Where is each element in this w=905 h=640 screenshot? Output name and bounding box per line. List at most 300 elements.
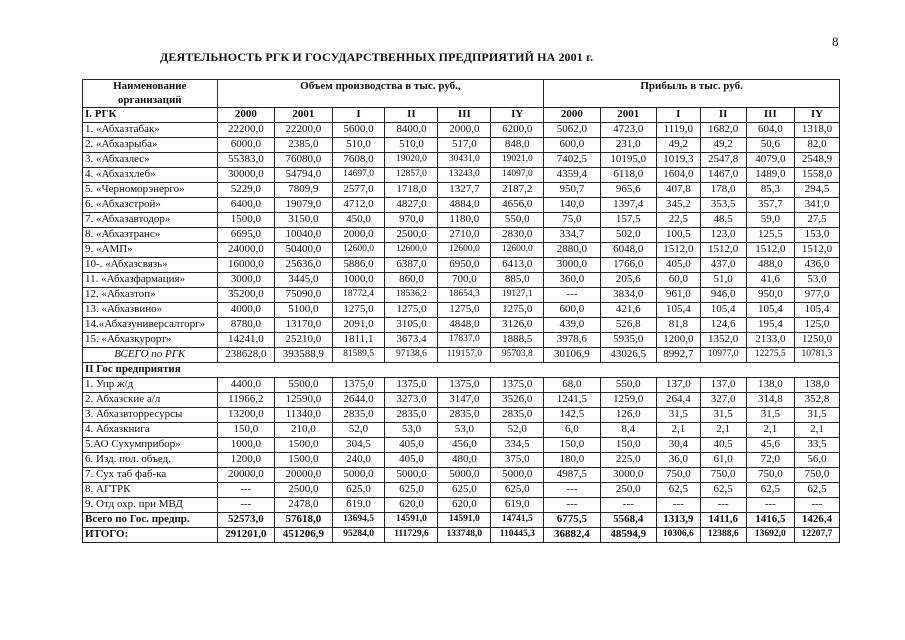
- table-cell: 8400,0: [385, 123, 438, 138]
- table-cell: 14591,0: [385, 513, 438, 528]
- activity-table: [82, 79, 840, 543]
- table-cell: 517,0: [438, 138, 491, 153]
- table-cell: 36882,4: [544, 528, 600, 543]
- row-name: 7. Сух таб фаб-ка: [83, 468, 218, 483]
- table-cell: 1500,0: [275, 453, 333, 468]
- table-cell: ---: [217, 498, 275, 513]
- table-cell: 6048,0: [600, 243, 656, 258]
- table-cell: 14241,0: [217, 333, 275, 348]
- table-cell: 327,0: [700, 393, 746, 408]
- table-cell: 345,2: [656, 198, 700, 213]
- table-cell: 1426,4: [794, 513, 839, 528]
- table-cell: 4079,0: [746, 153, 794, 168]
- table-cell: 3834,0: [600, 288, 656, 303]
- table-cell: 6950,0: [438, 258, 491, 273]
- table-cell: 5229,0: [217, 183, 275, 198]
- table-cell: 1327,7: [438, 183, 491, 198]
- table-cell: 405,0: [385, 453, 438, 468]
- table-cell: 142,5: [544, 408, 600, 423]
- table-cell: 437,0: [700, 258, 746, 273]
- table-cell: 48594,9: [600, 528, 656, 543]
- column-header: I: [332, 108, 385, 123]
- row-name: 4. «Абхазхлеб»: [83, 168, 218, 183]
- table-cell: 510,0: [332, 138, 385, 153]
- table-cell: 4848,0: [438, 318, 491, 333]
- table-cell: 180,0: [544, 453, 600, 468]
- table-cell: 13170,0: [275, 318, 333, 333]
- table-cell: 977,0: [794, 288, 839, 303]
- table-cell: 85,3: [746, 183, 794, 198]
- table-cell: 5500,0: [275, 378, 333, 393]
- table-cell: 264,4: [656, 393, 700, 408]
- table-cell: 18536,2: [385, 288, 438, 303]
- table-cell: 750,0: [794, 468, 839, 483]
- table-cell: 137,0: [656, 378, 700, 393]
- column-header: II: [385, 108, 438, 123]
- table-cell: 8,4: [600, 423, 656, 438]
- table-cell: 138,0: [746, 378, 794, 393]
- table-cell: 750,0: [746, 468, 794, 483]
- column-header: III: [746, 108, 794, 123]
- table-row: [83, 468, 840, 483]
- table-row: [83, 393, 840, 408]
- table-cell: 25636,0: [275, 258, 333, 273]
- row-name: 15. «Абхазкурорт»: [83, 333, 218, 348]
- table-cell: 238628,0: [217, 348, 275, 363]
- row-name: 6. Изд. пол. объед.: [83, 453, 218, 468]
- row-name: 4. Абхазкнига: [83, 423, 218, 438]
- table-cell: 6775,5: [544, 513, 600, 528]
- table-cell: 12600,0: [438, 243, 491, 258]
- table-cell: 60,0: [656, 273, 700, 288]
- table-row: [83, 153, 840, 168]
- table-cell: 1512,0: [700, 243, 746, 258]
- table-cell: 6413,0: [491, 258, 544, 273]
- table-cell: 1512,0: [746, 243, 794, 258]
- table-cell: 125,0: [794, 318, 839, 333]
- table-cell: 2830,0: [491, 228, 544, 243]
- table-cell: 10781,3: [794, 348, 839, 363]
- table-cell: 13692,0: [746, 528, 794, 543]
- row-name: ИТОГО:: [83, 528, 218, 543]
- table-row: [83, 183, 840, 198]
- table-cell: 30,4: [656, 438, 700, 453]
- table-cell: 2835,0: [491, 408, 544, 423]
- table-cell: ---: [746, 498, 794, 513]
- table-cell: 3126,0: [491, 318, 544, 333]
- table-cell: 2835,0: [385, 408, 438, 423]
- table-cell: 14097,0: [491, 168, 544, 183]
- table-cell: 61,0: [700, 453, 746, 468]
- table-cell: 56,0: [794, 453, 839, 468]
- table-cell: 961,0: [656, 288, 700, 303]
- table-cell: 1489,0: [746, 168, 794, 183]
- table-cell: 1500,0: [275, 438, 333, 453]
- table-cell: 68,0: [544, 378, 600, 393]
- table-cell: 550,0: [491, 213, 544, 228]
- table-cell: 31,5: [700, 408, 746, 423]
- table-cell: 625,0: [438, 483, 491, 498]
- table-cell: 6387,0: [385, 258, 438, 273]
- column-header: II: [700, 108, 746, 123]
- header-section-rgk: I. РГК: [83, 108, 218, 123]
- section-title: II Гос предприятия: [83, 363, 840, 378]
- table-cell: 2548,9: [794, 153, 839, 168]
- table-cell: 950,7: [544, 183, 600, 198]
- table-cell: 41,6: [746, 273, 794, 288]
- table-cell: 1275,0: [385, 303, 438, 318]
- column-header: 2001: [600, 108, 656, 123]
- table-cell: 1512,0: [656, 243, 700, 258]
- table-cell: 14741,5: [491, 513, 544, 528]
- table-cell: 2835,0: [438, 408, 491, 423]
- table-cell: 625,0: [385, 483, 438, 498]
- table-cell: 12600,0: [332, 243, 385, 258]
- table-cell: 5100,0: [275, 303, 333, 318]
- table-cell: 2091,0: [332, 318, 385, 333]
- table-row: [83, 438, 840, 453]
- table-cell: 40,5: [700, 438, 746, 453]
- table-cell: 1352,0: [700, 333, 746, 348]
- table-cell: 124,6: [700, 318, 746, 333]
- table-cell: 31,5: [656, 408, 700, 423]
- table-cell: 2385,0: [275, 138, 333, 153]
- table-row: [83, 213, 840, 228]
- table-cell: 341,0: [794, 198, 839, 213]
- table-cell: 12275,5: [746, 348, 794, 363]
- section-row: [83, 363, 840, 378]
- table-cell: 133748,0: [438, 528, 491, 543]
- table-cell: 62,5: [656, 483, 700, 498]
- row-name: 2. «Абхазрыба»: [83, 138, 218, 153]
- table-row: [83, 453, 840, 468]
- table-cell: ---: [217, 483, 275, 498]
- table-cell: 225,0: [600, 453, 656, 468]
- table-cell: 3526,0: [491, 393, 544, 408]
- table-cell: 126,0: [600, 408, 656, 423]
- table-cell: 30106,9: [544, 348, 600, 363]
- table-cell: 2710,0: [438, 228, 491, 243]
- table-cell: 450,0: [332, 213, 385, 228]
- table-cell: 76080,0: [275, 153, 333, 168]
- table-cell: 140,0: [544, 198, 600, 213]
- table-cell: 75090,0: [275, 288, 333, 303]
- table-cell: 625,0: [491, 483, 544, 498]
- table-cell: 20000,0: [275, 468, 333, 483]
- table-cell: 11340,0: [275, 408, 333, 423]
- table-cell: 1318,0: [794, 123, 839, 138]
- table-cell: 105,4: [656, 303, 700, 318]
- table-cell: 1275,0: [491, 303, 544, 318]
- table-cell: 1250,0: [794, 333, 839, 348]
- table-cell: 18772,4: [332, 288, 385, 303]
- table-row: [83, 333, 840, 348]
- row-name: 7. «Абхазавтодор»: [83, 213, 218, 228]
- row-name: 10-. «Абхазсвязь»: [83, 258, 218, 273]
- table-cell: 3673,4: [385, 333, 438, 348]
- table-cell: 12600,0: [385, 243, 438, 258]
- table-cell: 885,0: [491, 273, 544, 288]
- table-cell: 2577,0: [332, 183, 385, 198]
- table-cell: 105,4: [794, 303, 839, 318]
- table-cell: 2547,8: [700, 153, 746, 168]
- table-cell: 12857,0: [385, 168, 438, 183]
- table-cell: 19020,0: [385, 153, 438, 168]
- table-cell: 5062,0: [544, 123, 600, 138]
- table-cell: 291201,0: [217, 528, 275, 543]
- table-cell: 8780,0: [217, 318, 275, 333]
- table-cell: 4712,0: [332, 198, 385, 213]
- table-cell: 2,1: [656, 423, 700, 438]
- table-cell: 119157,0: [438, 348, 491, 363]
- table-cell: 1313,9: [656, 513, 700, 528]
- row-name: 8. «Абхазтранс»: [83, 228, 218, 243]
- table-cell: 1888,5: [491, 333, 544, 348]
- page-title: ДЕЯТЕЛЬНОСТЬ РГК И ГОСУДАРСТВЕННЫХ ПРЕДПРИЯТИЙ НА 2001 г.: [160, 50, 594, 64]
- table-cell: 2000,0: [438, 123, 491, 138]
- table-cell: 48,5: [700, 213, 746, 228]
- table-row: [83, 303, 840, 318]
- table-cell: 105,4: [700, 303, 746, 318]
- table-cell: 6118,0: [600, 168, 656, 183]
- table-cell: 1119,0: [656, 123, 700, 138]
- table-cell: 75,0: [544, 213, 600, 228]
- table-cell: 439,0: [544, 318, 600, 333]
- table-cell: 620,0: [438, 498, 491, 513]
- table-cell: 62,5: [746, 483, 794, 498]
- table-cell: 1604,0: [656, 168, 700, 183]
- table-cell: 1275,0: [438, 303, 491, 318]
- row-name: ВСЕГО по РГК: [83, 348, 218, 363]
- table-cell: 82,0: [794, 138, 839, 153]
- table-cell: 3147,0: [438, 393, 491, 408]
- table-row: [83, 168, 840, 183]
- table-cell: 750,0: [700, 468, 746, 483]
- table-row: [83, 528, 840, 543]
- table-cell: 1718,0: [385, 183, 438, 198]
- table-cell: 1200,0: [656, 333, 700, 348]
- table-cell: 20000,0: [217, 468, 275, 483]
- table-cell: 625,0: [332, 483, 385, 498]
- row-name: 2. Абхазские а/л: [83, 393, 218, 408]
- table-cell: 1411,6: [700, 513, 746, 528]
- table-cell: 2000,0: [332, 228, 385, 243]
- table-cell: 4723,0: [600, 123, 656, 138]
- table-cell: 352,8: [794, 393, 839, 408]
- table-cell: 860,0: [385, 273, 438, 288]
- table-cell: 393588,9: [275, 348, 333, 363]
- table-cell: 3273,0: [385, 393, 438, 408]
- column-header: 2000: [544, 108, 600, 123]
- table-cell: 5000,0: [332, 468, 385, 483]
- header-name: Наименование организаций: [83, 80, 218, 108]
- table-row: [83, 423, 840, 438]
- table-cell: 314,8: [746, 393, 794, 408]
- table-cell: 6400,0: [217, 198, 275, 213]
- table-cell: 22,5: [656, 213, 700, 228]
- table-cell: 1375,0: [385, 378, 438, 393]
- table-cell: 353,5: [700, 198, 746, 213]
- table-cell: 5886,0: [332, 258, 385, 273]
- row-name: 5. «Черноморэнерго»: [83, 183, 218, 198]
- row-name: 3. Абхазвторресурсы: [83, 408, 218, 423]
- table-cell: 294,5: [794, 183, 839, 198]
- table-cell: 2500,0: [385, 228, 438, 243]
- table-cell: 150,0: [600, 438, 656, 453]
- table-cell: 81589,5: [332, 348, 385, 363]
- table-cell: 375,0: [491, 453, 544, 468]
- table-cell: 13694,5: [332, 513, 385, 528]
- table-cell: 43026,5: [600, 348, 656, 363]
- table-cell: 231,0: [600, 138, 656, 153]
- table-row: [83, 123, 840, 138]
- table-cell: 12388,6: [700, 528, 746, 543]
- row-name: 6. «Абхазстрой»: [83, 198, 218, 213]
- table-cell: 304,5: [332, 438, 385, 453]
- table-cell: 5568,4: [600, 513, 656, 528]
- table-cell: 5000,0: [438, 468, 491, 483]
- table-cell: 16000,0: [217, 258, 275, 273]
- table-cell: 2478,0: [275, 498, 333, 513]
- table-cell: 7809,9: [275, 183, 333, 198]
- table-cell: 2,1: [746, 423, 794, 438]
- table-cell: ---: [794, 498, 839, 513]
- table-cell: 59,0: [746, 213, 794, 228]
- table-cell: 334,5: [491, 438, 544, 453]
- table-cell: 125,5: [746, 228, 794, 243]
- table-row: [83, 408, 840, 423]
- table-row: [83, 483, 840, 498]
- table-cell: 53,0: [438, 423, 491, 438]
- row-name: 9. Отд охр. при МВД: [83, 498, 218, 513]
- table-cell: 27,5: [794, 213, 839, 228]
- table-cell: 62,5: [700, 483, 746, 498]
- table-cell: 53,0: [794, 273, 839, 288]
- table-cell: 45,6: [746, 438, 794, 453]
- table-cell: 946,0: [700, 288, 746, 303]
- table-cell: 604,0: [746, 123, 794, 138]
- table-cell: 600,0: [544, 138, 600, 153]
- table-cell: 6000,0: [217, 138, 275, 153]
- table-cell: 4884,0: [438, 198, 491, 213]
- table-cell: 4987,5: [544, 468, 600, 483]
- table-cell: 12590,0: [275, 393, 333, 408]
- table-cell: 52,0: [491, 423, 544, 438]
- table-cell: 3978,6: [544, 333, 600, 348]
- table-cell: ---: [544, 483, 600, 498]
- table-cell: 451206,9: [275, 528, 333, 543]
- table-cell: 2500,0: [275, 483, 333, 498]
- table-cell: 12600,0: [491, 243, 544, 258]
- table-cell: 10195,0: [600, 153, 656, 168]
- table-cell: 105,4: [746, 303, 794, 318]
- table-cell: 62,5: [794, 483, 839, 498]
- row-name: 14.«Абхазуниверсалторг»: [83, 318, 218, 333]
- table-row: [83, 348, 840, 363]
- table-cell: 137,0: [700, 378, 746, 393]
- table-cell: 2133,0: [746, 333, 794, 348]
- table-cell: 10977,0: [700, 348, 746, 363]
- row-name: 13. «Абхазвино»: [83, 303, 218, 318]
- table-cell: 6695,0: [217, 228, 275, 243]
- table-cell: 50400,0: [275, 243, 333, 258]
- table-cell: 10040,0: [275, 228, 333, 243]
- table-cell: 240,0: [332, 453, 385, 468]
- table-cell: ---: [544, 288, 600, 303]
- table-cell: 1000,0: [217, 438, 275, 453]
- table-cell: 153,0: [794, 228, 839, 243]
- table-cell: 53,0: [385, 423, 438, 438]
- table-cell: 35200,0: [217, 288, 275, 303]
- row-name: 12. «Абхазтоп»: [83, 288, 218, 303]
- table-row: [83, 513, 840, 528]
- table-cell: 22200,0: [217, 123, 275, 138]
- table-cell: 5600,0: [332, 123, 385, 138]
- table-cell: 6200,0: [491, 123, 544, 138]
- table-cell: 250,0: [600, 483, 656, 498]
- table-cell: 1500,0: [217, 213, 275, 228]
- table-row: [83, 138, 840, 153]
- table-cell: 49,2: [700, 138, 746, 153]
- table-cell: 3000,0: [217, 273, 275, 288]
- table-cell: 31,5: [794, 408, 839, 423]
- table-cell: 2835,0: [332, 408, 385, 423]
- table-cell: 700,0: [438, 273, 491, 288]
- table-cell: 157,5: [600, 213, 656, 228]
- table-cell: 5000,0: [385, 468, 438, 483]
- table-cell: 3445,0: [275, 273, 333, 288]
- table-cell: 407,8: [656, 183, 700, 198]
- table-cell: 2880,0: [544, 243, 600, 258]
- table-cell: 1467,0: [700, 168, 746, 183]
- table-cell: 31,5: [746, 408, 794, 423]
- column-header: I: [656, 108, 700, 123]
- table-cell: 620,0: [385, 498, 438, 513]
- table-cell: 17837,0: [438, 333, 491, 348]
- table-cell: 619,0: [332, 498, 385, 513]
- table-cell: 54794,0: [275, 168, 333, 183]
- table-cell: 550,0: [600, 378, 656, 393]
- table-cell: 22200,0: [275, 123, 333, 138]
- table-row: [83, 378, 840, 393]
- table-cell: 4656,0: [491, 198, 544, 213]
- column-header: 2000: [217, 108, 275, 123]
- table-cell: 210,0: [275, 423, 333, 438]
- table-cell: 5935,0: [600, 333, 656, 348]
- table-cell: 7402,5: [544, 153, 600, 168]
- table-cell: 25210,0: [275, 333, 333, 348]
- table-cell: 19079,0: [275, 198, 333, 213]
- column-header: III: [438, 108, 491, 123]
- table-cell: ---: [544, 498, 600, 513]
- table-cell: 1766,0: [600, 258, 656, 273]
- table-cell: 95284,0: [332, 528, 385, 543]
- table-cell: 8992,7: [656, 348, 700, 363]
- table-cell: 750,0: [656, 468, 700, 483]
- table-cell: 95703,8: [491, 348, 544, 363]
- table-cell: 52573,0: [217, 513, 275, 528]
- row-name: 3. «Абхазлес»: [83, 153, 218, 168]
- table-cell: 4359,4: [544, 168, 600, 183]
- table-cell: 13200,0: [217, 408, 275, 423]
- table-cell: 4000,0: [217, 303, 275, 318]
- table-cell: 81,8: [656, 318, 700, 333]
- table-cell: 18654,3: [438, 288, 491, 303]
- table-cell: 1259,0: [600, 393, 656, 408]
- table-cell: 1682,0: [700, 123, 746, 138]
- column-header: 2001: [275, 108, 333, 123]
- table-row: [83, 498, 840, 513]
